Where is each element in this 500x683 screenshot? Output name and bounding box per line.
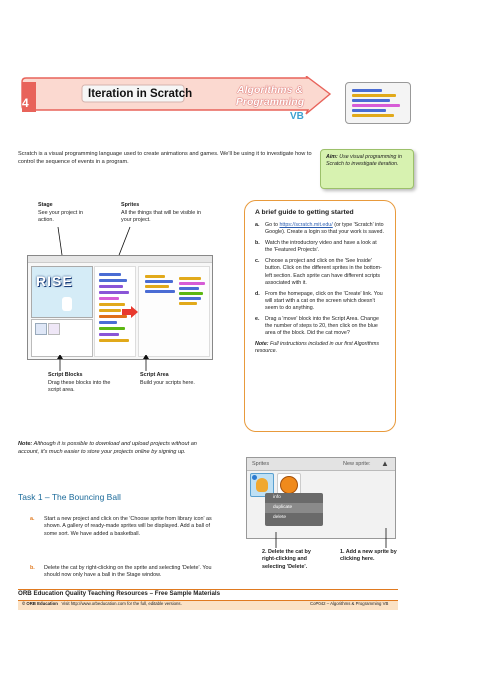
page-title: Iteration in Scratch [88,88,193,100]
menu-item-info[interactable]: info [273,495,281,500]
sprites-label: Sprites All the things that will be visible in your project. [121,202,202,223]
guide-title: A brief guide to getting started [255,209,354,216]
task-item: b. Delete the cat by right-clicking on the sprite and selecting 'Delete'. You should now only have a ball in the Stage window. [30,565,212,579]
intro-paragraph: Scratch is a visual programming language used to create animations and games. We'll be using it to investigate how to control the sequence of events in a program. [18,151,312,165]
guide-step: d. From the homepage, click on the 'Create' link. You will start with a cat on the screen which doesn't seem to do anything. [255,290,383,311]
level-badge: VB [290,111,304,122]
context-menu [265,493,323,526]
caption-arrows [270,528,395,550]
guide-step: c. Choose a project and click on the 'See Inside' button. Click on the different sprites in the bottom-left section. Each sprite can have different scripts associated with it. [255,258,382,286]
footer-title: ORB Education Quality Teaching Resources – Free Sample Materials [18,590,221,597]
drag-arrow-icon [122,306,138,318]
guide-step: b. Watch the introductory video and have a look at the 'Featured Projects'. [255,240,377,254]
stage-label: Stage See your project in action. [38,202,83,223]
task-item: a. Start a new project and click on the 'Choose sprite from library icon' as shown. A gallery of ready-made sprites will be displayed. Add a ball of some sort. We have added a basketball. [30,516,212,537]
sprites-area [31,319,93,357]
script-area-label: Script Area Build your scripts here. [140,372,195,386]
banner-subtitle: Algorithms & Programming [235,84,305,108]
new-sprite-icon[interactable]: ▲ [381,459,389,468]
footer-copyright: © ORB Education Visit http://www.orbeducation.com for the full, editable versions. [22,601,182,606]
footer-code: CoP042 – Algorithms & Programming VB [310,601,389,606]
scratch-editor-screenshot [27,255,213,360]
guide-footnote: Note: Full instructions included in our first Algorithms resource. [255,341,380,355]
sprites-panel-screenshot: Sprites New sprite: ▲ [246,457,396,539]
note-paragraph: Note: Although it is possible to download and upload projects without an account, it's much easier to store your projects online by signing up. [18,441,197,455]
task-title: Task 1 – The Bouncing Ball [18,492,121,502]
getting-started-guide [244,200,396,432]
caption-delete-cat: 2. Delete the cat by right-clicking and selecting 'Delete'. [262,549,311,570]
guide-step: a. Go to https://scratch.mit.edu/ (or type 'Scratch' into Google). Create a login so that your work is saved. [255,222,384,236]
script-blocks-label: Script Blocks Drag these blocks into the script area. [48,372,111,393]
guide-step: e. Drag a 'move' block into the Script Area. Change the number of steps to 20, then click on the blue area of the block. Did the cat move? [255,316,379,337]
caption-add-sprite: 1. Add a new sprite by clicking here. [340,549,397,563]
script-area [138,266,210,357]
menu-item-delete[interactable]: delete [273,515,287,520]
aim-box: Aim: Use visual programming in Scratch to investigate iteration. [320,149,414,189]
lesson-number: 4 [22,96,29,110]
scratch-link[interactable]: https://scratch.mit.edu/ [279,222,333,228]
stage-area: RISE [31,266,93,318]
scratch-thumbnail-image [345,82,411,124]
menu-item-duplicate[interactable]: duplicate [265,503,323,513]
